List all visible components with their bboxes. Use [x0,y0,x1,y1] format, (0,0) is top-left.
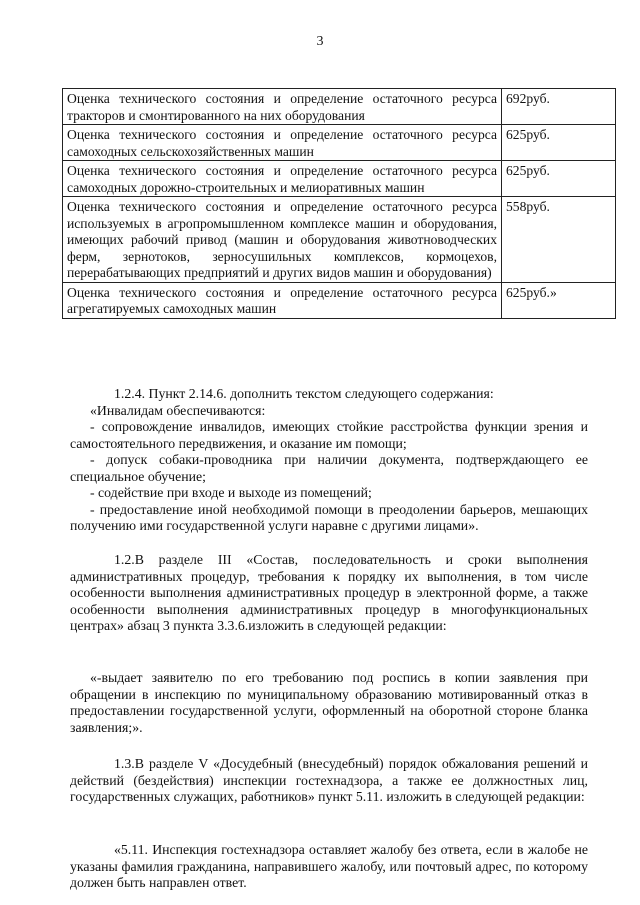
quote-paragraph: «-выдает заявителю по его требованию под роспись в копии заявления при обращении в инспекцию по муниципальному образованию мотивированный отказ в предоставлении государственной услуги, оформленный на оборотной стороне бланка заявления;». [70,670,588,735]
table-cell-description: Оценка технического состояния и определение остаточного ресурса самоходных сельскохозяйственных машин [63,125,502,161]
table-cell-description: Оценка технического состояния и определение остаточного ресурса используемых в агропромышленном комплексе машин и оборудования, имеющих рабочий привод (машин и оборудования животноводческих ферм, зернотоков, зерносушильных комплексов, кормоцехов, перерабатывающих предприятий и других видов машин и оборудования) [63,197,502,283]
section-1-2-v-quote [70,670,588,736]
paragraph: 1.2.В разделе III «Состав, последовательность и сроки выполнения административных процедур, требования к порядку их выполнения, в том числе особенности выполнения административных процедур в электронной форме, а также особенности выполнения административных процедур в многофункциональных центрах» абзац 3 пункта 3.3.6.изложить в следующей редакции: [70,552,588,633]
table-row [63,125,616,161]
table-cell-price: 625руб. [502,161,616,197]
section-1-3-v [70,756,588,806]
table-cell-price: 558руб. [502,197,616,283]
table-cell-description: Оценка технического состояния и определение остаточного ресурса тракторов и смонтированного на них оборудования [63,89,502,125]
table-cell-price: 692руб. [502,89,616,125]
price-table [62,88,616,319]
section-1-2-4 [70,386,588,535]
list-item: - содействие при входе и выходе из помещений; [90,485,372,500]
section-1-3-v-quote [70,842,588,892]
quote-start: «Инвалидам обеспечиваются: [90,402,266,418]
table-row [63,197,616,283]
section-1-2-v [70,552,588,635]
table-cell-price: 625руб.» [502,282,616,318]
section-intro: 1.2.4. Пункт 2.14.6. дополнить текстом следующего содержания: [114,386,494,401]
table-row [63,282,616,318]
table-cell-description: Оценка технического состояния и определение остаточного ресурса самоходных дорожно-строительных и мелиоративных машин [63,161,502,197]
table-row [63,161,616,197]
table-row [63,89,616,125]
quote-paragraph: «5.11. Инспекция гостехнадзора оставляет жалобу без ответа, если в жалобе не указаны фамилия гражданина, направившего жалобу, или почтовый адрес, по которому должен быть направлен ответ. [70,842,588,890]
list-item: - допуск собаки-проводника при наличии документа, подтверждающего ее специальное обучение; [70,452,588,484]
table-cell-description: Оценка технического состояния и определение остаточного ресурса агрегатируемых самоходных машин [63,282,502,318]
list-item: - сопровождение инвалидов, имеющих стойкие расстройства функции зрения и самостоятельного передвижения, и оказание им помощи; [70,419,588,451]
table-cell-price: 625руб. [502,125,616,161]
list-item: - предоставление иной необходимой помощи в преодолении барьеров, мешающих получению ими государственной услуги наравне с другими лицами». [70,501,588,533]
paragraph: 1.3.В разделе V «Досудебный (внесудебный) порядок обжалования решений и действий (бездействия) инспекции гостехнадзора, а также ее должностных лиц, государственных служащих, работников» пункт 5.11. изложить в следующей редакции: [70,756,588,804]
page-number: 3 [316,34,324,49]
